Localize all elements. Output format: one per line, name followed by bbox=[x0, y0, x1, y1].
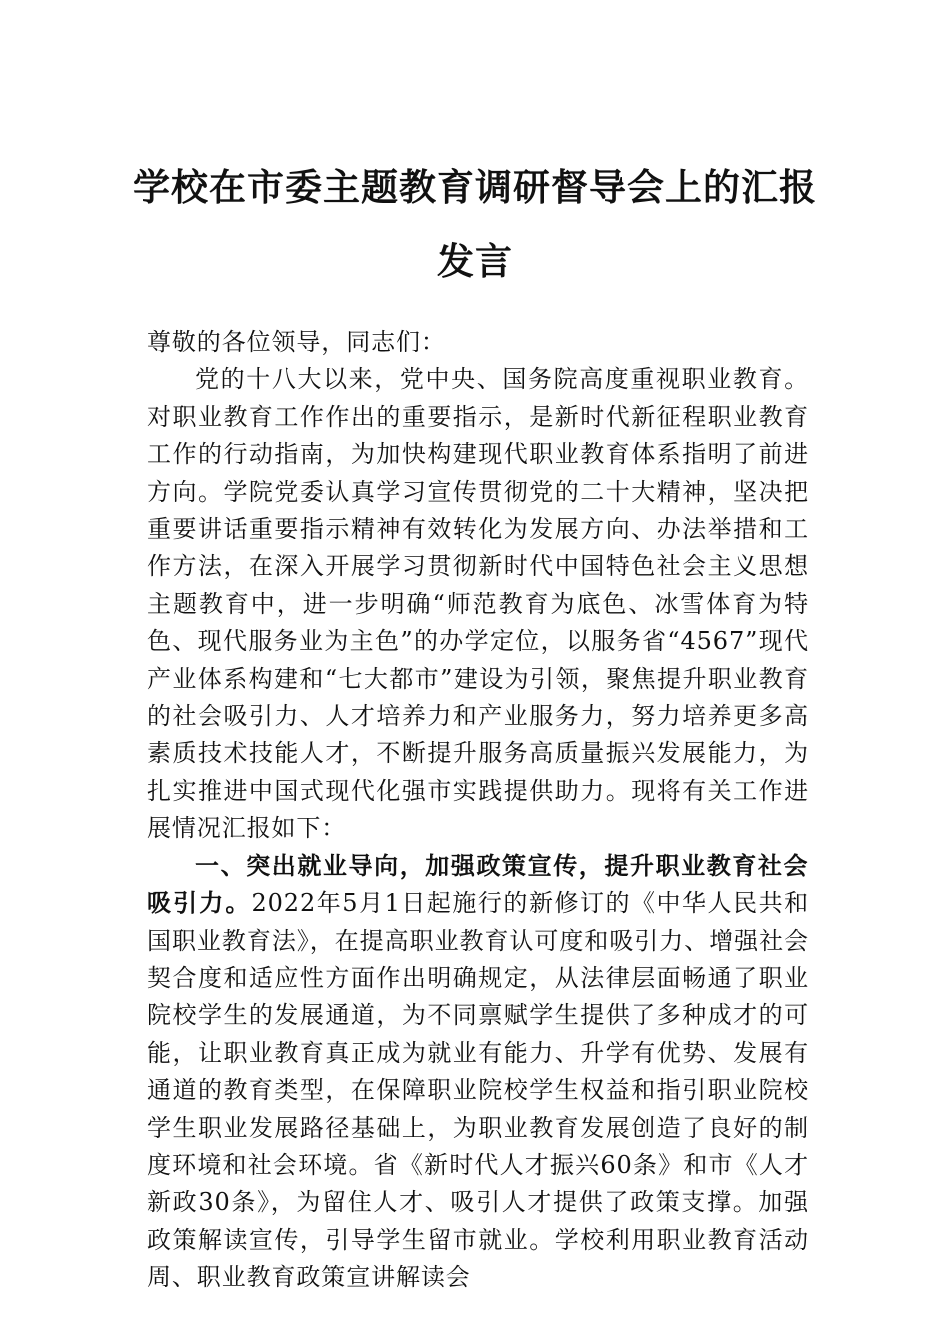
section-1-heading: 一、突出就业导向，加强政策宣传，提升职业教育社会吸引力。 bbox=[147, 851, 809, 918]
section-1-text: 2022年5月1日起施行的新修订的《中华人民共和国职业教育法》，在提高职业教育认可度和吸引力、增强社会契合度和适应性方面作出明确规定，从法律层面畅通了职业院校学生的发展通道，为不同禀赋学生提供了多种成才的可能，让职业教育真正成为就业有能力、升学有优势、发展有通道的教育类型，在保障职业院校学生权益和指引职业院校学生职业发展路径基础上，为职业教育发展创造了良好的制度环境和社会环境。省《新时代人才振兴60条》和市《人才新政30条》，为留住人才、吸引人才提供了政策支撑。加强政策解读宣传，引导学生留市就业。学校利用职业教育活动周、职业教育政策宣讲解读会 bbox=[147, 889, 810, 1292]
title-line-1: 学校在市委主题教育调研督导会上的汇报 bbox=[133, 165, 817, 209]
paragraph-section-1 bbox=[147, 848, 809, 1297]
title-line-2: 发言 bbox=[437, 239, 513, 283]
paragraph-intro: 党的十八大以来，党中央、国务院高度重视职业教育。对职业教育工作作出的重要指示，是新时代新征程职业教育工作的行动指南，为加快构建现代职业教育体系指明了前进方向。学院党委认真学习宣传贯彻党的二十大精神，坚决把重要讲话重要指示精神有效转化为发展方向、办法举措和工作方法，在深入开展学习贯彻新时代中国特色社会主义思想主题教育中，进一步明确“师范教育为底色、冰雪体育为特色、现代服务业为主色”的办学定位，以服务省“4567”现代产业体系构建和“七大都市”建设为引领，聚焦提升职业教育的社会吸引力、人才培养力和产业服务力，努力培养更多高素质技术技能人才，不断提升服务高质量振兴发展能力，为扎实推进中国式现代化强市实践提供助力。现将有关工作进展情况汇报如下： bbox=[147, 365, 809, 843]
document-body bbox=[147, 324, 809, 1297]
document-title bbox=[120, 150, 830, 298]
salutation: 尊敬的各位领导，同志们： bbox=[147, 328, 446, 356]
